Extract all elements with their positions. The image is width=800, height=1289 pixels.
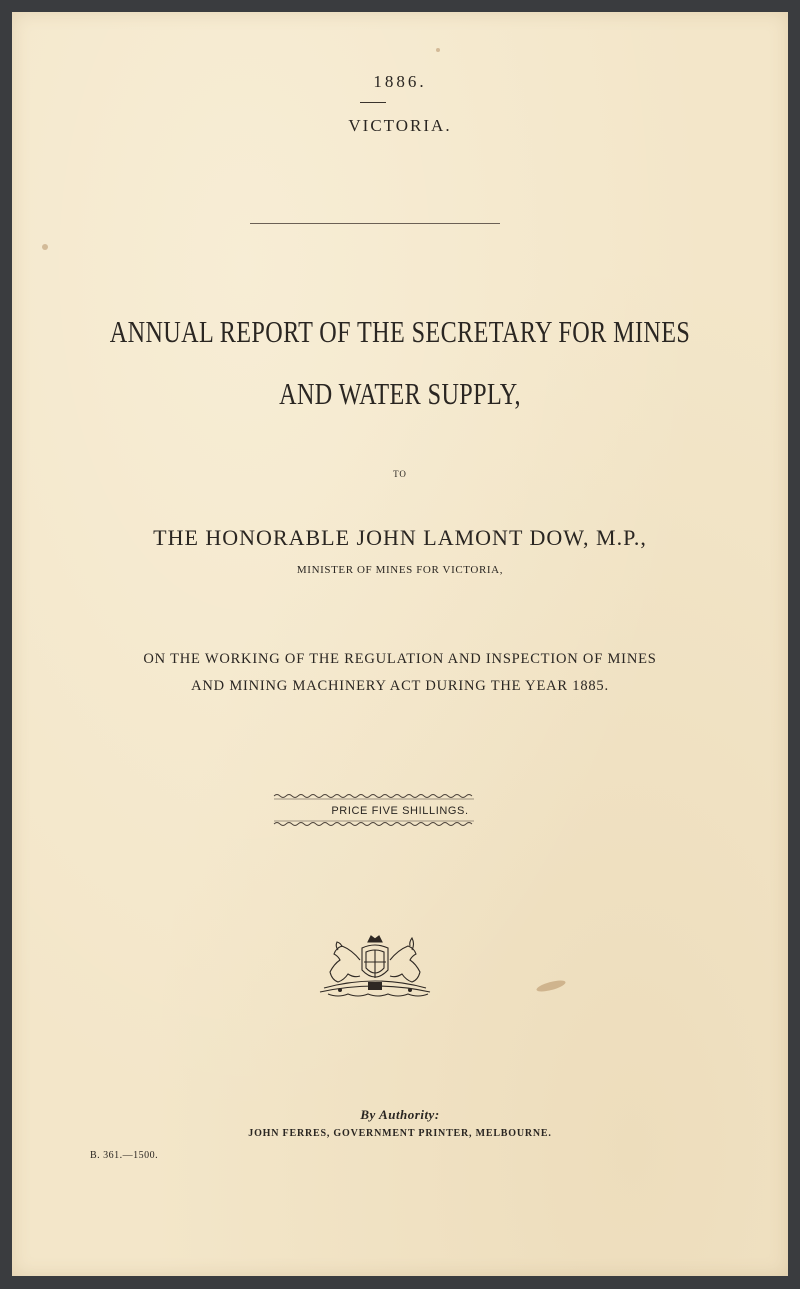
price-label: PRICE FIVE SHILLINGS. — [331, 805, 469, 817]
paper-stain — [535, 978, 566, 993]
document-page — [12, 12, 788, 1276]
report-title-line-1: ANNUAL REPORT OF THE SECRETARY FOR MINES — [109, 314, 691, 349]
printer-imprint: JOHN FERRES, GOVERNMENT PRINTER, MELBOURNE. — [248, 1128, 552, 1139]
year-divider — [360, 102, 386, 103]
addressee-name: THE HONORABLE JOHN LAMONT DOW, M.P., — [153, 525, 647, 550]
to-label: TO — [393, 469, 407, 479]
paper-spot — [42, 244, 48, 250]
by-authority-label: By Authority: — [360, 1107, 440, 1122]
addressee-office: MINISTER OF MINES FOR VICTORIA, — [296, 564, 504, 576]
title-rule — [250, 223, 500, 224]
royal-coat-of-arms-icon — [310, 930, 440, 1002]
publication-year: 1886. — [373, 72, 427, 91]
print-code: B. 361.—1500. — [90, 1150, 159, 1161]
state-name: VICTORIA. — [348, 116, 452, 135]
report-title-line-2: AND WATER SUPPLY, — [279, 376, 521, 411]
subject-line-2: AND MINING MACHINERY ACT DURING THE YEAR 1885. — [191, 678, 609, 694]
subject-line-1: ON THE WORKING OF THE REGULATION AND INSPECTION OF MINES — [143, 651, 657, 667]
paper-spot — [436, 48, 440, 52]
